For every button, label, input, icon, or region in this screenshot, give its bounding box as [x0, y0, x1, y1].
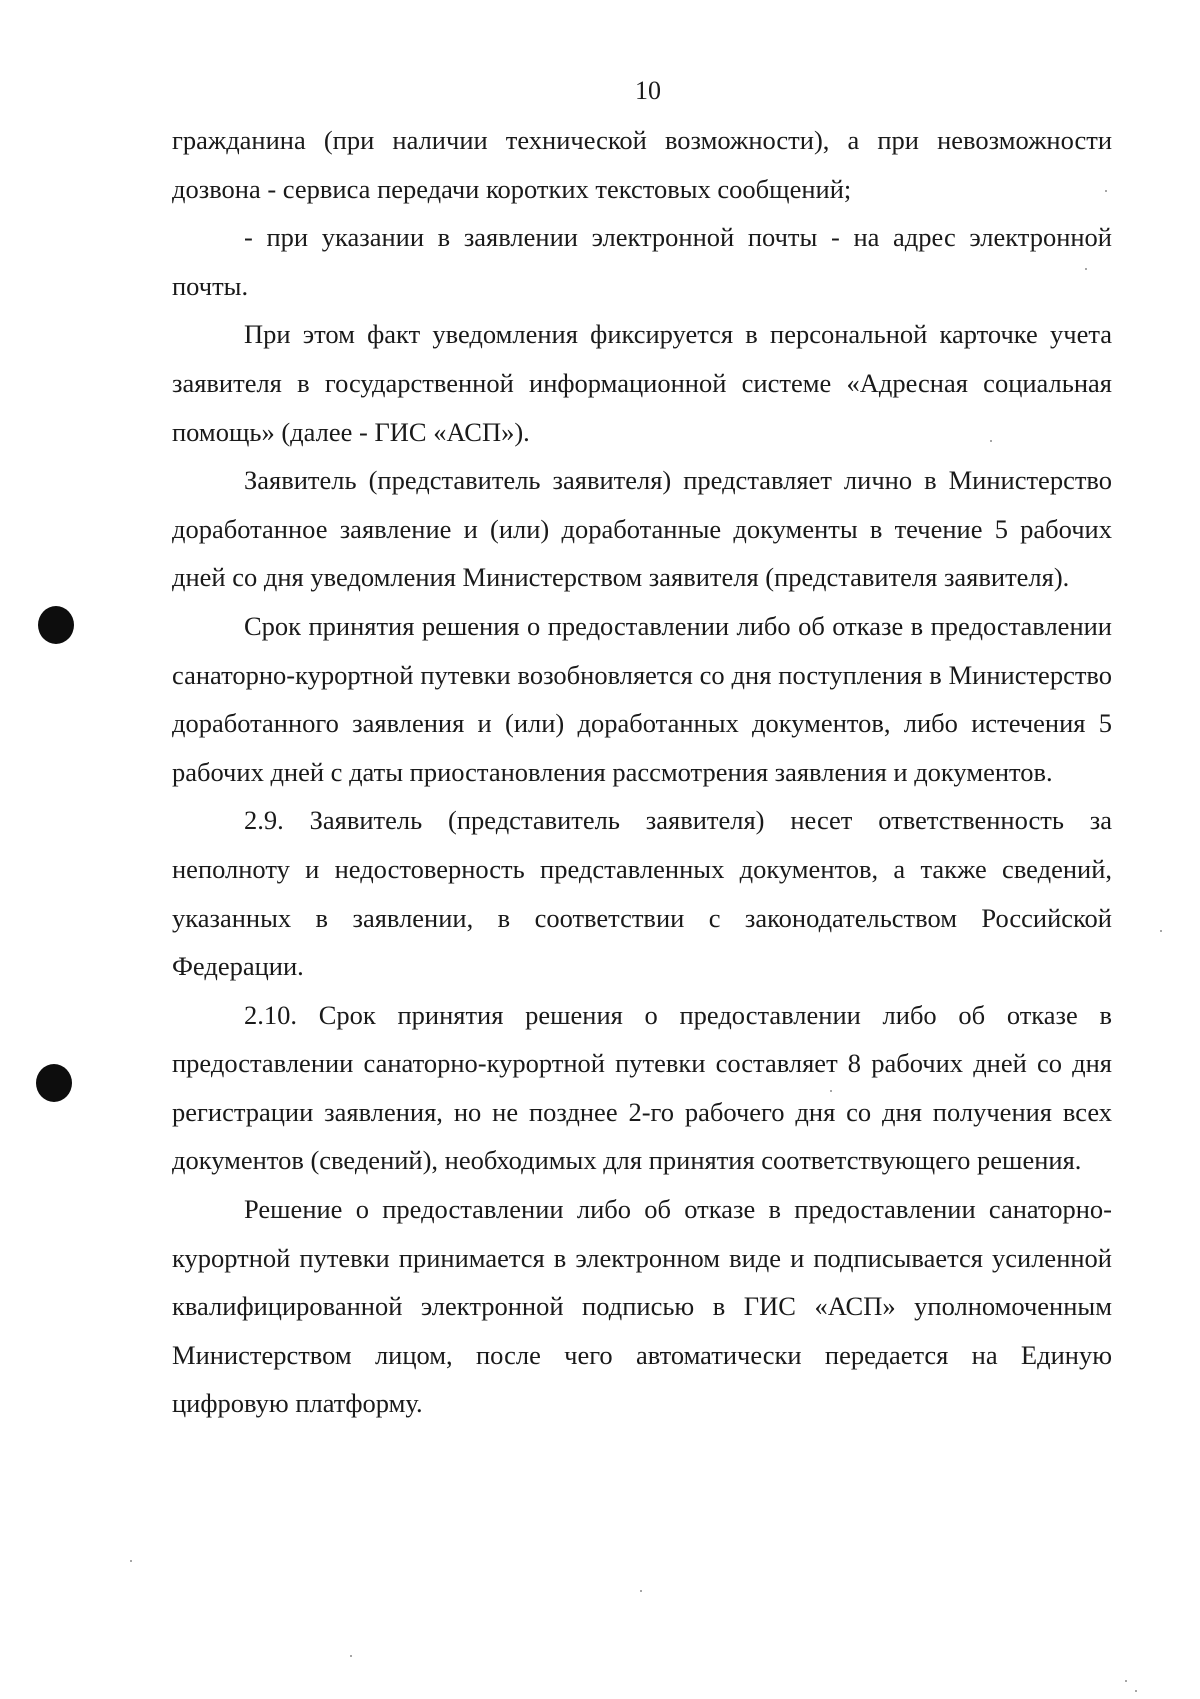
document-body: [172, 116, 1112, 1428]
scan-speck: [830, 1090, 832, 1092]
scan-speck: [1125, 1680, 1127, 1682]
scan-speck: [1085, 268, 1087, 270]
paragraph: Решение о предоставлении либо об отказе в предоставлении санаторно-курортной путевки принимается в электронном виде и подписывается усиленной квалифицированной электронной подписью в ГИС «АСП» уполномоченным Министерством лицом, после чего автоматически передается на Единую цифровую платформу.: [172, 1194, 1112, 1419]
scan-speck: [1105, 190, 1107, 192]
scan-speck: [130, 1560, 132, 1562]
scan-speck: [640, 1590, 642, 1592]
punch-hole-mark: [36, 1064, 72, 1102]
paragraph: При этом факт уведомления фиксируется в персональной карточке учета заявителя в государственной информационной системе «Адресная социальная помощь» (далее - ГИС «АСП»).: [172, 319, 1112, 447]
paragraph: Заявитель (представитель заявителя) представляет лично в Министерство доработанное заявление и (или) доработанные документы в течение 5 рабочих дней со дня уведомления Министерством заявителя (представителя заявителя).: [172, 465, 1112, 593]
paragraph-section-2-10: 2.10. Срок принятия решения о предоставлении либо об отказе в предоставлении санаторно-курортной путевки составляет 8 рабочих дней со дня регистрации заявления, но не позднее 2-го рабочего дня со дня получения всех документов (сведений), необходимых для принятия соответствующего решения.: [172, 999, 1112, 1176]
punch-hole-mark: [38, 606, 74, 644]
paragraph: Срок принятия решения о предоставлении либо об отказе в предоставлении санаторно-курортной путевки возобновляется со дня поступления в Министерство доработанного заявления и (или) доработанных документов, либо истечения 5 рабочих дней с даты приостановления рассмотрения заявления и документов.: [172, 610, 1112, 787]
scan-speck: [1135, 1690, 1137, 1692]
scan-speck: [990, 440, 992, 442]
paragraph: - при указании в заявлении электронной почты - на адрес электронной почты.: [172, 222, 1112, 301]
paragraph: гражданина (при наличии технической возможности), а при невозможности дозвона - сервиса передачи коротких текстовых сообщений;: [172, 125, 1112, 204]
page-number: 10: [635, 76, 661, 105]
paragraph-section-2-9: 2.9. Заявитель (представитель заявителя) несет ответственность за неполноту и недостоверность представленных документов, а также сведений, указанных в заявлении, в соответствии с законодательством Российской Федерации.: [172, 805, 1112, 982]
scan-speck: [1160, 930, 1162, 932]
scan-speck: [350, 1655, 352, 1657]
